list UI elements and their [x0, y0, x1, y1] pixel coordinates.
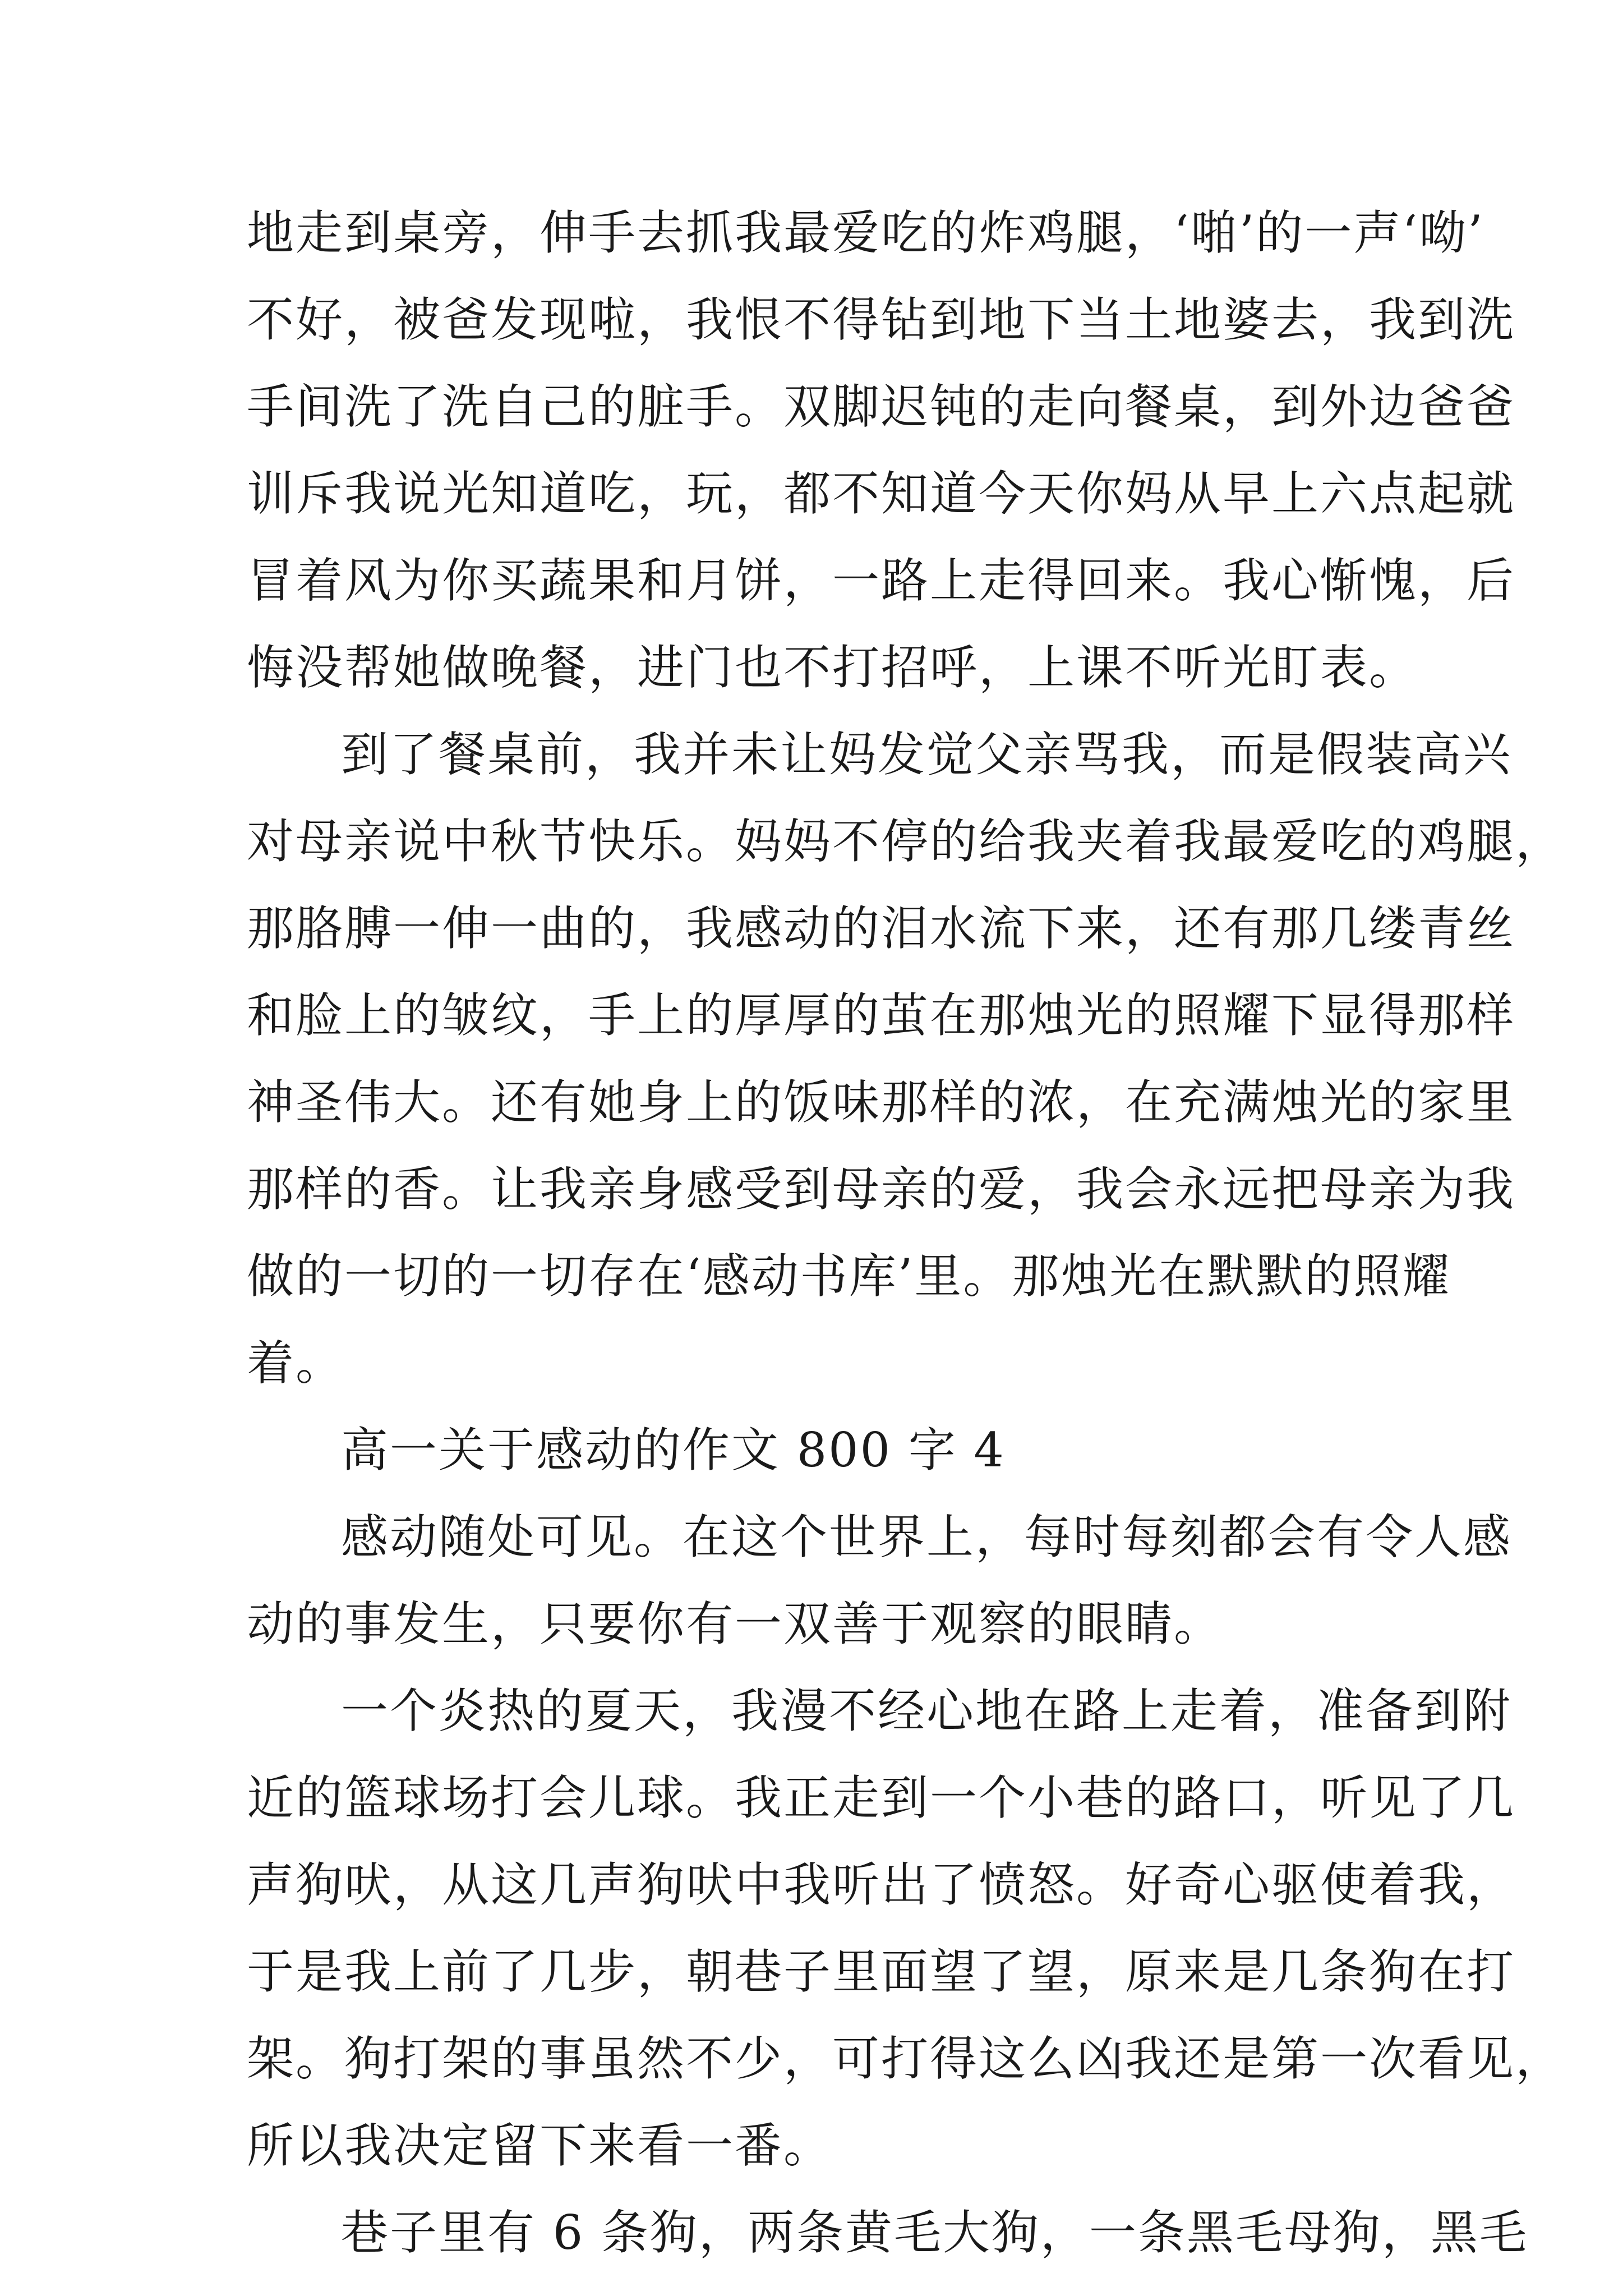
paragraph-first-line: 到了餐桌前，我并未让妈发觉父亲骂我，而是假装高兴 — [341, 727, 1513, 782]
paragraph-first-line: 巷子里有 6 条狗，两条黄毛大狗，一条黑毛母狗，黑毛 — [341, 2205, 1528, 2260]
text-line: 声狗吠，从这几声狗吠中我听出了愤怒。好奇心驱使着我， — [247, 1857, 1516, 1912]
paragraph-first-line: 一个炎热的夏天，我漫不经心地在路上走着，准备到附 — [341, 1683, 1513, 1738]
text-line: 做的一切的一切存在‘感动书库’里。那烛光在默默的照耀 — [247, 1249, 1451, 1304]
text-line: 不好，被爸发现啦，我恨不得钻到地下当土地婆去，我到洗 — [247, 292, 1516, 347]
text-line: 着。 — [247, 1336, 345, 1391]
text-line: 手间洗了洗自己的脏手。双脚迟钝的走向餐桌，到外边爸爸 — [247, 379, 1516, 434]
text-line: 所以我决定留下来看一番。 — [247, 2118, 833, 2173]
text-line: 那胳膊一伸一曲的，我感动的泪水流下来，还有那几缕青丝 — [247, 901, 1516, 956]
section-heading: 高一关于感动的作文 800 字 4 — [341, 1423, 1006, 1478]
text-line: 近的篮球场打会儿球。我正走到一个小巷的路口，听见了几 — [247, 1770, 1516, 1825]
text-line: 和脸上的皱纹，手上的厚厚的茧在那烛光的照耀下显得那样 — [247, 988, 1516, 1043]
text-line: 对母亲说中秋节快乐。妈妈不停的给我夹着我最爱吃的鸡腿， — [247, 814, 1565, 869]
paragraph-first-line: 感动随处可见。在这个世界上，每时每刻都会有令人感 — [341, 1510, 1513, 1565]
text-line: 于是我上前了几步，朝巷子里面望了望，原来是几条狗在打 — [247, 1944, 1516, 1999]
text-line: 悔没帮她做晚餐，进门也不打招呼，上课不听光盯表。 — [247, 640, 1418, 695]
text-line: 那样的香。让我亲身感受到母亲的爱，我会永远把母亲为我 — [247, 1162, 1516, 1217]
text-line: 神圣伟大。还有她身上的饭味那样的浓，在充满烛光的家里 — [247, 1075, 1516, 1130]
text-line: 地走到桌旁，伸手去抓我最爱吃的炸鸡腿，‘啪’的一声‘呦’ — [247, 205, 1484, 260]
text-line: 动的事发生，只要你有一双善于观察的眼睛。 — [247, 1596, 1223, 1651]
text-line: 架。狗打架的事虽然不少，可打得这么凶我还是第一次看见， — [247, 2031, 1565, 2086]
text-line: 训斥我说光知道吃，玩，都不知道今天你妈从早上六点起就 — [247, 466, 1516, 521]
document-body — [247, 190, 1565, 2276]
text-line: 冒着风为你买蔬果和月饼，一路上走得回来。我心惭愧，后 — [247, 553, 1516, 608]
